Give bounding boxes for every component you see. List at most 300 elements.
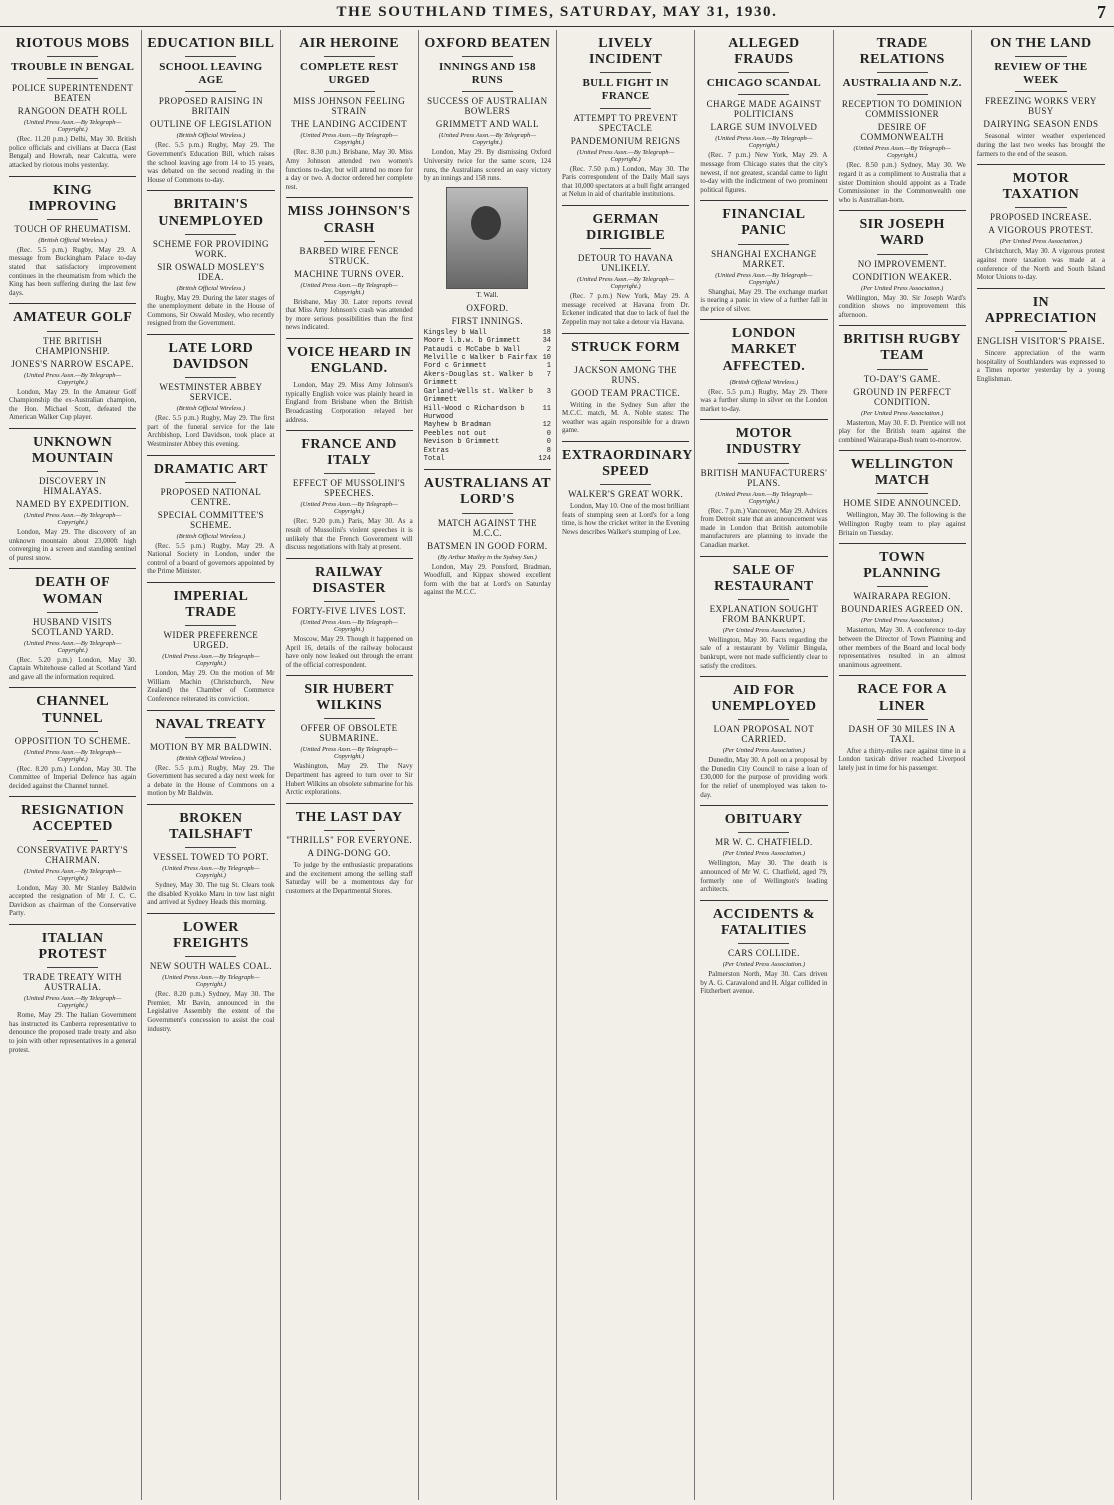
- column-4: [419, 30, 557, 1500]
- headline-rule: [738, 719, 789, 720]
- article: [147, 920, 274, 1033]
- score-row: [424, 337, 551, 345]
- column-7: [834, 30, 972, 1500]
- score-row: [424, 346, 551, 354]
- headline-rule: [185, 234, 236, 235]
- headline-rule: [185, 377, 236, 378]
- article-headline: UNKNOWN MOUNTAIN: [31, 434, 114, 466]
- batsman: Peebles not out: [423, 429, 487, 438]
- article-paragraph: Seasonal winter weather experienced during the last two weeks has brought the farmers to the end of the season.: [976, 132, 1105, 158]
- article-headline: TRADE RELATIONS: [859, 36, 945, 68]
- article: [700, 683, 827, 799]
- article-paragraph: Masterton, May 30. A conference to-day between the Director of Town Planning and other members of the Board and local body representatives resulted in an almost unanimous agreement.: [838, 626, 966, 669]
- article-paragraph: (Rec. 5.5 p.m.) Rugby, May 29. The Government has secured a day next week for a debate in the House of Commons on a motion by Mr Baldwin.: [147, 763, 275, 798]
- article-paragraph: (Rec. 8.30 p.m.) Brisbane, May 30. Miss Amy Johnson attended two women's functions to-day, but will attend no more for a day or two. A doctor ordered her complete rest.: [285, 148, 413, 191]
- section-divider: [839, 675, 966, 676]
- article-deck-secondary: LARGE SUM INVOLVED: [710, 122, 818, 133]
- article-headline: IN APPRECIATION: [984, 294, 1097, 326]
- article-body: [839, 161, 966, 204]
- article-headline: RACE FOR A LINER: [857, 682, 947, 714]
- article-deck: HOME SIDE ANNOUNCED.: [843, 498, 961, 509]
- headline-rule: [324, 91, 375, 92]
- article-headline: RAILWAY DISASTER: [312, 564, 386, 596]
- section-divider: [286, 803, 413, 804]
- headline-rule: [47, 471, 98, 472]
- article-deck: BARBED WIRE FENCE STRUCK.: [299, 245, 399, 266]
- article-body: [147, 141, 274, 184]
- article-byline: (United Press Assn.—By Telegraph—Copyright.): [715, 135, 813, 150]
- score-row: [424, 362, 551, 370]
- article-paragraph: (Rec. 7.50 p.m.) London, May 30. The Paris correspondent of the Daily Mail says that 10,000 spectators at a bull fight arranged at Nelun in aid of charitable institutions.: [562, 164, 690, 199]
- article-subheadline: TROUBLE IN BENGAL: [11, 61, 135, 74]
- article-headline: AIR HEROINE: [299, 36, 399, 51]
- article: [562, 447, 693, 537]
- article-headline: OBITUARY: [724, 812, 803, 828]
- headline-rule: [324, 241, 375, 242]
- article-byline: (United Press Assn.—By Telegraph—Copyright.): [23, 371, 122, 386]
- headline-rule: [324, 830, 375, 831]
- batsman: Hill-Wood c Richardson b Hurwood: [423, 404, 525, 421]
- article-body: [839, 294, 966, 320]
- article: [700, 426, 827, 549]
- section-divider: [9, 176, 136, 177]
- headline-rule: [738, 244, 789, 245]
- score-row: [424, 447, 551, 455]
- article-paragraph: (Rec. 7 p.m.) New York, May 29. A message received at Havana from Dr. Eckener indicated that due to lack of fuel the Zeppelin may not take a detour via Havana.: [562, 292, 690, 326]
- runs: 0: [546, 438, 551, 447]
- article-paragraph: (Rec. 5.5 p.m.) Rugby, May 29. The first part of the funeral service for the late Archbishop, Lord Davidson, took place at Westminster Abbey this evening.: [147, 414, 275, 448]
- article-deck-secondary: A DING-DONG GO.: [307, 847, 391, 858]
- headline-rule: [877, 493, 928, 494]
- article-headline: IMPERIAL TRADE: [173, 589, 249, 621]
- article-body: [147, 294, 274, 328]
- article-headline: MISS JOHNSON'S CRASH: [287, 204, 411, 236]
- article-deck-secondary: PANDEMONIUM REIGNS: [570, 135, 681, 146]
- article-deck: DETOUR TO HAVANA UNLIKELY.: [577, 253, 674, 274]
- article-deck: DASH OF 30 MILES IN A TAXI.: [848, 723, 956, 744]
- article-headline: MOTOR INDUSTRY: [725, 426, 802, 458]
- article-body: [147, 764, 274, 798]
- article-deck-secondary: JONES'S NARROW ESCAPE.: [11, 358, 134, 369]
- article-byline: (United Press Assn.—By Telegraph—Copyright.): [162, 653, 260, 668]
- section-divider: [286, 197, 413, 198]
- batsman: Melville c Walker b Fairfax: [423, 354, 538, 363]
- article: [839, 550, 966, 669]
- headline-rule: [185, 482, 236, 483]
- section-divider: [147, 913, 274, 914]
- article-deck-secondary: SIR OSWALD MOSLEY'S IDEA.: [157, 261, 265, 282]
- article-deck-secondary: GROUND IN PERFECT CONDITION.: [853, 386, 952, 407]
- headline-rule: [47, 967, 98, 968]
- article-paragraph: To judge by the enthusiastic preparations and the excitement among the selling staff Saturday will be a momentous day for customers at the Departmental Stores.: [285, 860, 413, 895]
- headline-rule: [324, 473, 375, 474]
- article: [562, 36, 689, 199]
- article-byline: (United Press Assn.—By Telegraph—Copyright.): [300, 501, 398, 516]
- article-deck: EXPLANATION SOUGHT FROM BANKRUPT.: [709, 603, 819, 624]
- masthead-title: THE SOUTHLAND TIMES, SATURDAY, MAY 31, 1930.: [336, 4, 778, 20]
- section-divider: [562, 205, 689, 206]
- article-headline: GERMAN DIRIGIBLE: [586, 211, 666, 244]
- headline-rule: [600, 484, 651, 485]
- article-subheadline: AUSTRALIA AND N.Z.: [842, 77, 962, 90]
- article-paragraph: (Rec. 8.20 p.m.) London, May 30. The Committee of Imperial Defence has again decided against the Channel tunnel.: [9, 764, 137, 790]
- article: [562, 340, 689, 435]
- article-paragraph: (Rec. 5.5 p.m.) Rugby, May 29. A National Society in London, under the control of a board of governors appointed by the Prime Minister.: [147, 541, 275, 576]
- article-byline: (United Press Assn.—By Telegraph—Copyright.): [23, 119, 122, 134]
- article-headline: AUSTRALIANS AT LORD'S: [423, 476, 551, 508]
- article-deck: NEW SOUTH WALES COAL.: [149, 961, 272, 972]
- article-deck: CHARGE MADE AGAINST POLITICIANS: [706, 99, 822, 120]
- headline-rule: [47, 219, 98, 220]
- article-body: [147, 881, 274, 907]
- article-body: [286, 298, 413, 332]
- section-divider: [977, 164, 1105, 165]
- article-paragraph: Masterton, May 30. F. D. Prentice will not play for the British team against the combined Wairarapa-Bush team to-morrow.: [838, 418, 966, 444]
- article: [147, 341, 274, 449]
- article-deck: SCHEME FOR PROVIDING WORK.: [152, 238, 269, 259]
- section-divider: [9, 687, 136, 688]
- article-deck: OPPOSITION TO SCHEME.: [14, 735, 131, 746]
- article-byline: (United Press Assn.—By Telegraph—Copyright.): [162, 974, 260, 989]
- article-deck: WAIRARAPA REGION.: [853, 591, 951, 602]
- headline-rule: [738, 599, 789, 600]
- section-divider: [700, 200, 827, 201]
- headline-rule: [324, 718, 375, 719]
- article: [700, 326, 827, 413]
- article-headline: ACCIDENTS & FATALITIES: [712, 906, 815, 938]
- article-paragraph: (Rec. 5.5 p.m.) Rugby, May 29. There was a further slump in silver on the London market to-day.: [700, 387, 828, 413]
- article: [286, 810, 413, 895]
- headline-rule: [324, 56, 375, 57]
- section-divider: [147, 710, 274, 711]
- score-total: [424, 455, 551, 463]
- article-paragraph: Brisbane, May 30. Later reports reveal that Miss Amy Johnson's crash was attended by more serious possibilities than the first news indicated.: [285, 297, 413, 332]
- headline-rule: [877, 254, 928, 255]
- article-paragraph: London, May 29. In the Amateur Golf Championship the ex-Australian champion, the Hon. Michael Scott, defeated the American Walker Cup player.: [9, 387, 137, 422]
- headline-rule: [47, 612, 98, 613]
- article-byline: (British Official Wireless.): [176, 754, 246, 762]
- article: [9, 931, 136, 1054]
- article-body: [700, 636, 827, 670]
- article-body: [286, 861, 413, 895]
- section-divider: [286, 558, 413, 559]
- section-divider: [147, 455, 274, 456]
- article-deck: RECEPTION TO DOMINION COMMISSIONER: [841, 99, 963, 120]
- section-divider: [700, 805, 827, 806]
- headline-rule: [600, 360, 651, 361]
- article-paragraph: (Rec. 5.5 p.m.) Rugby, May 29. The Government's Education Bill, which raises the school leaving age from 14 to 15 years, was debated on the second reading in the House of Commons to-day.: [147, 141, 275, 184]
- runs: 18: [542, 328, 551, 337]
- section-divider: [700, 319, 827, 320]
- article-headline: THE LAST DAY: [295, 809, 403, 825]
- article-paragraph: London, May 29. By dismissing Oxford University twice for the same score, 124 runs, the Australians scored an easy victory by an innings and 158 runs.: [423, 148, 551, 183]
- article-paragraph: Shanghai, May 29. The exchange market is nearing a panic in view of a further fall in the price of silver.: [700, 287, 828, 313]
- article-deck-secondary: RANGOON DEATH ROLL: [17, 106, 128, 117]
- article-deck: POLICE SUPERINTENDENT BEATEN: [12, 83, 134, 104]
- batsman: Pataudi c McCabe b Wall: [423, 345, 521, 354]
- article-body: [839, 511, 966, 537]
- article-headline: BROKEN TAILSHAFT: [169, 811, 253, 843]
- article-byline: (Per United Press Association.): [999, 238, 1083, 246]
- headline-rule: [738, 72, 789, 73]
- article: [839, 332, 966, 444]
- article: [839, 682, 966, 772]
- headline-rule: [185, 847, 236, 848]
- total-runs: 124: [538, 454, 551, 463]
- article-deck: THE BRITISH CHAMPIONSHIP.: [35, 335, 110, 356]
- portrait-photo: [446, 187, 528, 289]
- article: [700, 812, 827, 893]
- article-deck: LOAN PROPOSAL NOT CARRIED.: [713, 724, 815, 745]
- article-paragraph: London, May 10. One of the most brilliant feats of stumping seen at Lord's for a long time, is how the cricket writer in the Evening News describes Walker's stumping of Lee.: [562, 502, 690, 536]
- article-byline: (British Official Wireless.): [176, 405, 246, 413]
- headline-rule: [877, 72, 928, 73]
- article: [147, 197, 274, 328]
- section-divider: [147, 334, 274, 335]
- article-deck-secondary: CONDITION WEAKER.: [852, 271, 952, 282]
- article-subheadline: CHICAGO SCANDAL: [706, 77, 821, 90]
- article-paragraph: After a thirty-miles race against time in a London taxicab driver reached Liverpool lately just in time for his passenger.: [838, 746, 966, 772]
- article-deck: MOTION BY MR BALDWIN.: [149, 741, 272, 752]
- article-paragraph: Washington, May 29. The Navy Department has agreed to turn over to Sir Hubert Wilkins an obsolete submarine for his Arctic explorations.: [285, 762, 413, 797]
- score-row: [424, 388, 551, 405]
- article-deck-secondary: NAMED BY EXPEDITION.: [15, 499, 130, 510]
- article: [700, 36, 827, 194]
- article-paragraph: Sincere appreciation of the warm hospitality of Southlanders was expressed to a Times reporter yesterday by a young Englishman.: [976, 349, 1105, 383]
- article-body: [424, 563, 551, 597]
- article-byline: (United Press Assn.—By Telegraph—Copyright.): [23, 867, 122, 882]
- article-headline: SIR HUBERT WILKINS: [304, 682, 394, 714]
- article-body: [839, 747, 966, 773]
- article: [286, 204, 413, 332]
- article: [9, 36, 136, 170]
- article-body: [562, 401, 689, 435]
- headline-rule: [47, 78, 98, 79]
- score-row: [424, 438, 551, 446]
- runs: 0: [546, 429, 551, 438]
- article-deck: ENGLISH VISITOR'S PRAISE.: [976, 336, 1105, 346]
- masthead: [0, 0, 1114, 27]
- article-byline: (United Press Assn.—By Telegraph—Copyright.): [300, 746, 398, 761]
- article: [977, 171, 1105, 282]
- column-5: [557, 30, 695, 1500]
- article-headline: EDUCATION BILL: [147, 36, 275, 51]
- article-headline: AID FOR UNEMPLOYED: [711, 683, 817, 715]
- article-deck: JACKSON AMONG THE RUNS.: [574, 364, 677, 385]
- headline-rule: [462, 56, 513, 57]
- article-deck-secondary: DAIRYING SEASON ENDS: [983, 119, 1099, 130]
- article-paragraph: (Rec. 9.20 p.m.) Paris, May 30. As a result of Mussolini's violent speeches it is unlikely that the French Government will discuss negotiations with Italy at present.: [285, 517, 413, 552]
- article-deck: WALKER'S GREAT WORK.: [568, 489, 684, 500]
- article-headline: LOWER FREIGHTS: [173, 920, 249, 952]
- article-deck: "THRILLS" FOR EVERYONE.: [286, 834, 413, 845]
- article-headline: WELLINGTON MATCH: [850, 457, 954, 489]
- article-deck: VESSEL TOWED TO PORT.: [153, 852, 269, 863]
- article-subheadline: INNINGS AND 158 RUNS: [438, 61, 536, 87]
- section-divider: [147, 804, 274, 805]
- headline-rule: [738, 463, 789, 464]
- section-divider: [424, 469, 551, 470]
- headline-rule: [185, 56, 236, 57]
- article: [424, 476, 551, 597]
- headline-rule: [600, 248, 651, 249]
- article-deck: TOUCH OF RHEUMATISM.: [14, 223, 131, 234]
- article-body: [424, 148, 551, 182]
- article-headline: LIVELY INCIDENT: [589, 36, 663, 68]
- article-byline: (By Arthur Mailey in the Sydney Sun.): [437, 553, 537, 561]
- article-byline: (Per United Press Association.): [722, 626, 806, 634]
- total-label: Total: [423, 454, 445, 463]
- section-divider: [286, 338, 413, 339]
- article-byline: (United Press Assn.—By Telegraph—Copyright.): [853, 145, 951, 160]
- article-body: [9, 765, 136, 791]
- article-headline: AMATEUR GOLF: [12, 310, 133, 326]
- headline-rule: [47, 840, 98, 841]
- article-body: [700, 388, 827, 414]
- photo-caption: T. Wall.: [476, 290, 499, 299]
- headline-rule: [877, 94, 928, 95]
- article-headline: OXFORD BEATEN: [424, 36, 551, 51]
- article-byline: (British Official Wireless.): [176, 284, 246, 292]
- article-headline: FINANCIAL PANIC: [722, 207, 806, 239]
- article: [286, 682, 413, 797]
- article-subheadline: REVIEW OF THE WEEK: [994, 61, 1088, 87]
- article-body: [9, 135, 136, 169]
- article-headline: ALLEGED FRAUDS: [728, 36, 800, 68]
- runs: 7: [546, 370, 551, 379]
- article-deck-secondary: GOOD TEAM PRACTICE.: [571, 387, 681, 398]
- article-byline: (British Official Wireless.): [176, 132, 246, 140]
- headline-rule: [600, 72, 651, 73]
- article-body: [562, 292, 689, 326]
- article-deck-secondary: BATSMEN IN GOOD FORM.: [427, 540, 548, 551]
- article-body: [700, 288, 827, 314]
- article-deck: TRADE TREATY WITH AUSTRALIA.: [23, 972, 122, 993]
- article-body: [147, 414, 274, 448]
- article-paragraph: Moscow, May 29. Though it happened on April 16, details of the railway holocaust have only now leaked out through the errant of the official correspondent.: [285, 634, 413, 669]
- batsman: Nevison b Grimmett: [423, 438, 500, 447]
- article-headline: STRUCK FORM: [571, 339, 681, 355]
- article-deck: SHANGHAI EXCHANGE MARKET.: [711, 248, 817, 269]
- column-1: [4, 30, 142, 1500]
- runs: 11: [542, 404, 551, 413]
- article: [9, 575, 136, 681]
- article-deck-secondary: DESIRE OF COMMONWEALTH: [860, 122, 944, 143]
- article-body: [839, 419, 966, 445]
- article-body: [700, 507, 827, 550]
- section-divider: [700, 419, 827, 420]
- article-byline: (United Press Assn.—By Telegraph—Copyright.): [438, 132, 536, 147]
- headline-rule: [1015, 56, 1066, 57]
- batsman: Garland-Wells st. Walker b Grimmett: [423, 387, 533, 405]
- article-body: [9, 246, 136, 298]
- article: [9, 183, 136, 298]
- article-headline: ON THE LAND: [990, 36, 1092, 51]
- article-body: [700, 859, 827, 893]
- section-divider: [562, 333, 689, 334]
- headline-rule: [185, 625, 236, 626]
- article-deck: NO IMPROVEMENT.: [857, 258, 947, 269]
- headline-rule: [600, 108, 651, 109]
- article-body: [286, 762, 413, 796]
- scoreboard-subheading: FIRST INNINGS.: [451, 315, 524, 326]
- section-divider: [9, 924, 136, 925]
- headline-rule: [1015, 331, 1066, 332]
- section-divider: [9, 303, 136, 304]
- article-paragraph: (Rec. 7 p.m.) New York, May 29. A message from Chicago states that the city's newest, if not greatest, scandal came to light to-day with the indictment of two prominent political figures.: [700, 151, 828, 194]
- article-body: [9, 884, 136, 918]
- article-headline: RIOTOUS MOBS: [15, 36, 130, 51]
- article-byline: (United Press Assn.—By Telegraph—Copyright.): [576, 276, 675, 291]
- headline-rule: [877, 369, 928, 370]
- headline-rule: [1015, 207, 1066, 208]
- article-deck: BRITISH MANUFACTURERS' PLANS.: [700, 467, 828, 488]
- article: [286, 36, 413, 191]
- article-subheadline: COMPLETE REST URGED: [299, 61, 399, 87]
- article-body: [562, 165, 689, 199]
- runs: 12: [542, 421, 551, 430]
- article-deck-secondary: GRIMMETT AND WALL: [435, 119, 539, 130]
- section-divider: [9, 428, 136, 429]
- article-paragraph: (Rec. 5.20 p.m.) London, May 30. Captain Whitehouse called at Scotland Yard and gave all the information required.: [9, 655, 137, 681]
- article: [9, 435, 136, 563]
- article: [977, 36, 1105, 158]
- article-subheadline: SCHOOL LEAVING AGE: [159, 61, 263, 87]
- headline-rule: [185, 737, 236, 738]
- headline-rule: [47, 331, 98, 332]
- article: [147, 589, 274, 704]
- headline-rule: [738, 94, 789, 95]
- headline-rule: [877, 586, 928, 587]
- article-body: [147, 990, 274, 1033]
- section-divider: [286, 675, 413, 676]
- section-divider: [9, 796, 136, 797]
- article-headline: DEATH OF WOMAN: [35, 575, 111, 607]
- article-deck-secondary: A VIGOROUS PROTEST.: [988, 225, 1094, 236]
- article-byline: (United Press Assn.—By Telegraph—Copyright.): [23, 748, 122, 763]
- section-divider: [839, 210, 966, 211]
- article-byline: (United Press Assn.—By Telegraph—Copyright.): [300, 281, 398, 296]
- batsman: Mayhew b Bradman: [423, 421, 491, 430]
- article-deck-secondary: BOUNDARIES AGREED ON.: [841, 604, 964, 615]
- headline-rule: [877, 719, 928, 720]
- headline-rule: [738, 943, 789, 944]
- article: [147, 462, 274, 576]
- headline-rule: [185, 956, 236, 957]
- article: [700, 207, 827, 313]
- article-paragraph: Rugby, May 29. During the later stages of the unemployment debate in the House of Commons, Sir Oswald Mosley, who recently resigned from the Government.: [147, 293, 275, 328]
- article-deck: PROPOSED RAISING IN BRITAIN: [158, 96, 263, 117]
- runs: 1: [546, 362, 551, 371]
- article-headline: BRITISH RUGBY TEAM: [843, 332, 961, 364]
- page-number: 7: [1097, 2, 1106, 22]
- article-body: [286, 148, 413, 191]
- article: [424, 36, 551, 183]
- article-byline: (British Official Wireless.): [38, 236, 107, 244]
- article-body: [9, 528, 136, 562]
- article: [147, 717, 274, 798]
- article-headline: RESIGNATION ACCEPTED: [21, 803, 125, 835]
- article-deck: CARS COLLIDE.: [728, 947, 800, 958]
- article-paragraph: Dunedin, May 30. A poll on a proposal by the Dunedin City Council to raise a loan of £30,000 for the purpose of providing work for the relief of unemployed was taken to-day.: [700, 756, 828, 799]
- article-headline: VOICE HEARD IN ENGLAND.: [286, 345, 412, 377]
- article-body: [562, 502, 689, 536]
- runs: 2: [546, 345, 551, 354]
- article-paragraph: London, May 29. Miss Amy Johnson's typically English voice was plainly heard in England from Brisbane when the British Broadcasting Corporation relayed her address.: [285, 381, 413, 424]
- runs: 3: [546, 387, 551, 396]
- section-divider: [700, 556, 827, 557]
- score-row: [424, 371, 551, 388]
